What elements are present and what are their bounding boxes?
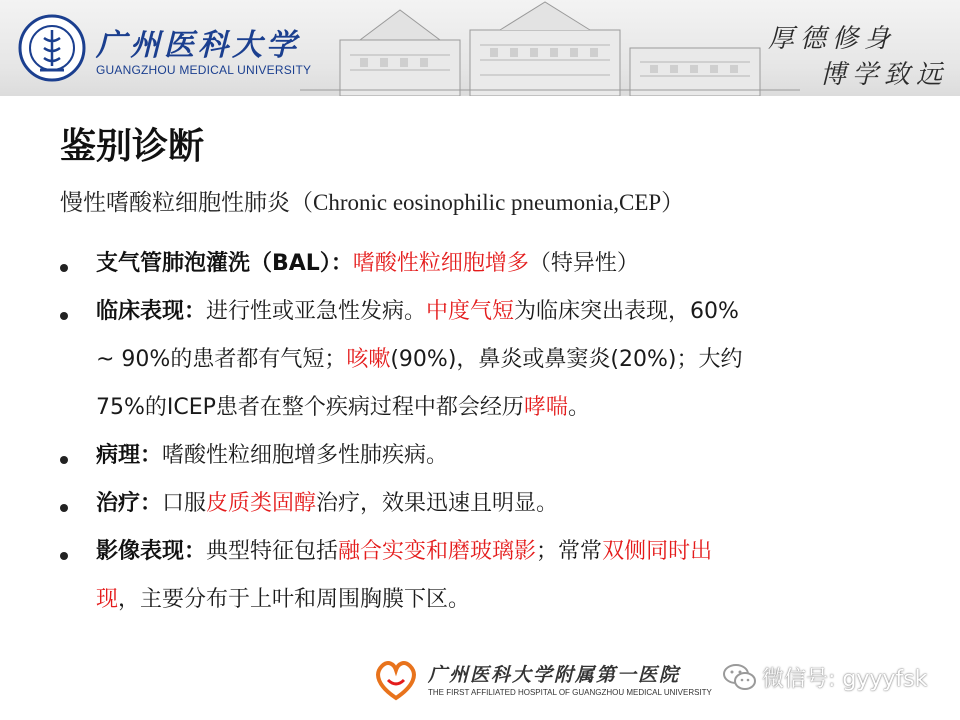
subtitle-en: Chronic eosinophilic pneumonia,CEP [313, 190, 662, 215]
bullet-dot [60, 456, 68, 464]
highlight-text: 双侧同时出 [602, 539, 713, 564]
university-name-cn: 广州医科大学 [96, 28, 300, 63]
bullet-dot [60, 504, 68, 512]
wechat-icon [722, 662, 758, 692]
highlight-text: 融合实变和磨玻璃影 [338, 539, 537, 564]
bullet-dot [60, 552, 68, 560]
highlight-text: 皮质类固醇 [206, 491, 317, 516]
bullet-label: 支气管肺泡灌洗（BAL）： [96, 251, 353, 276]
motto-line-2: 博学致远 [820, 60, 949, 90]
clinical-line-1 [96, 288, 896, 336]
slide-subtitle [60, 184, 684, 217]
bullet-text: 进行性或亚急性发病。 [206, 299, 427, 324]
bullet-text: 75%的ICEP患者在整个疾病过程中都会经历 [96, 395, 524, 420]
clinical-line-3 [96, 384, 896, 432]
bullet-text: 为临床突出表现，60% [514, 299, 739, 324]
highlight-text: 现 [96, 587, 119, 612]
bullet-clinical [96, 288, 896, 432]
bullet-label: 临床表现： [96, 299, 207, 324]
bullet-text: 治疗，效果迅速且明显。 [316, 491, 559, 516]
bullet-dot [60, 312, 68, 320]
bullet-imaging [96, 528, 896, 624]
subtitle-close: ） [661, 190, 685, 216]
university-seal-logo [18, 14, 86, 82]
bullet-text: (90%)，鼻炎或鼻窦炎(20%)；大约 [390, 347, 743, 372]
subtitle-cn: 慢性嗜酸粒细胞性肺炎（ [60, 190, 313, 216]
bullet-label: 治疗： [96, 491, 163, 516]
bullet-text: 嗜酸性粒细胞增多性肺疾病。 [162, 443, 449, 468]
bullet-pathology [96, 432, 896, 480]
bullet-text: ~ 90%的患者都有气短； [96, 347, 347, 372]
motto-line-1: 厚德修身 [768, 24, 897, 54]
bullet-text: ；常常 [536, 539, 603, 564]
bullet-label: 影像表现： [96, 539, 207, 564]
imaging-line-1 [96, 528, 896, 576]
highlight-text: 中度气短 [426, 299, 515, 324]
header-banner [0, 0, 960, 96]
highlight-text: 哮喘 [523, 395, 568, 420]
bullet-text: ，主要分布于上叶和周围胸膜下区。 [118, 587, 471, 612]
highlight-text: 咳嗽 [346, 347, 391, 372]
wechat-id-watermark: 微信号: gyyyfsk [762, 667, 928, 692]
hospital-name-cn: 广州医科大学附属第一医院 [428, 664, 681, 686]
bullet-text: （特异性） [528, 251, 639, 276]
clinical-line-2 [96, 336, 896, 384]
bullet-label: 病理： [96, 443, 163, 468]
campus-building-illustration [300, 0, 800, 96]
bullet-text: 口服 [162, 491, 207, 516]
university-name-en: GUANGZHOU MEDICAL UNIVERSITY [96, 63, 312, 77]
bullet-bal [96, 240, 896, 288]
hospital-logo [372, 658, 420, 702]
highlight-text: 嗜酸性粒细胞增多 [352, 251, 529, 276]
bullet-treatment [96, 480, 896, 528]
bullet-text: 典型特征包括 [206, 539, 339, 564]
hospital-name-en: THE FIRST AFFILIATED HOSPITAL OF GUANGZHOU MEDICAL UNIVERSITY [428, 688, 712, 697]
imaging-line-2 [96, 576, 896, 624]
slide-title: 鉴别诊断 [60, 126, 205, 167]
bullet-text: 。 [567, 395, 590, 420]
bullet-dot [60, 264, 68, 272]
